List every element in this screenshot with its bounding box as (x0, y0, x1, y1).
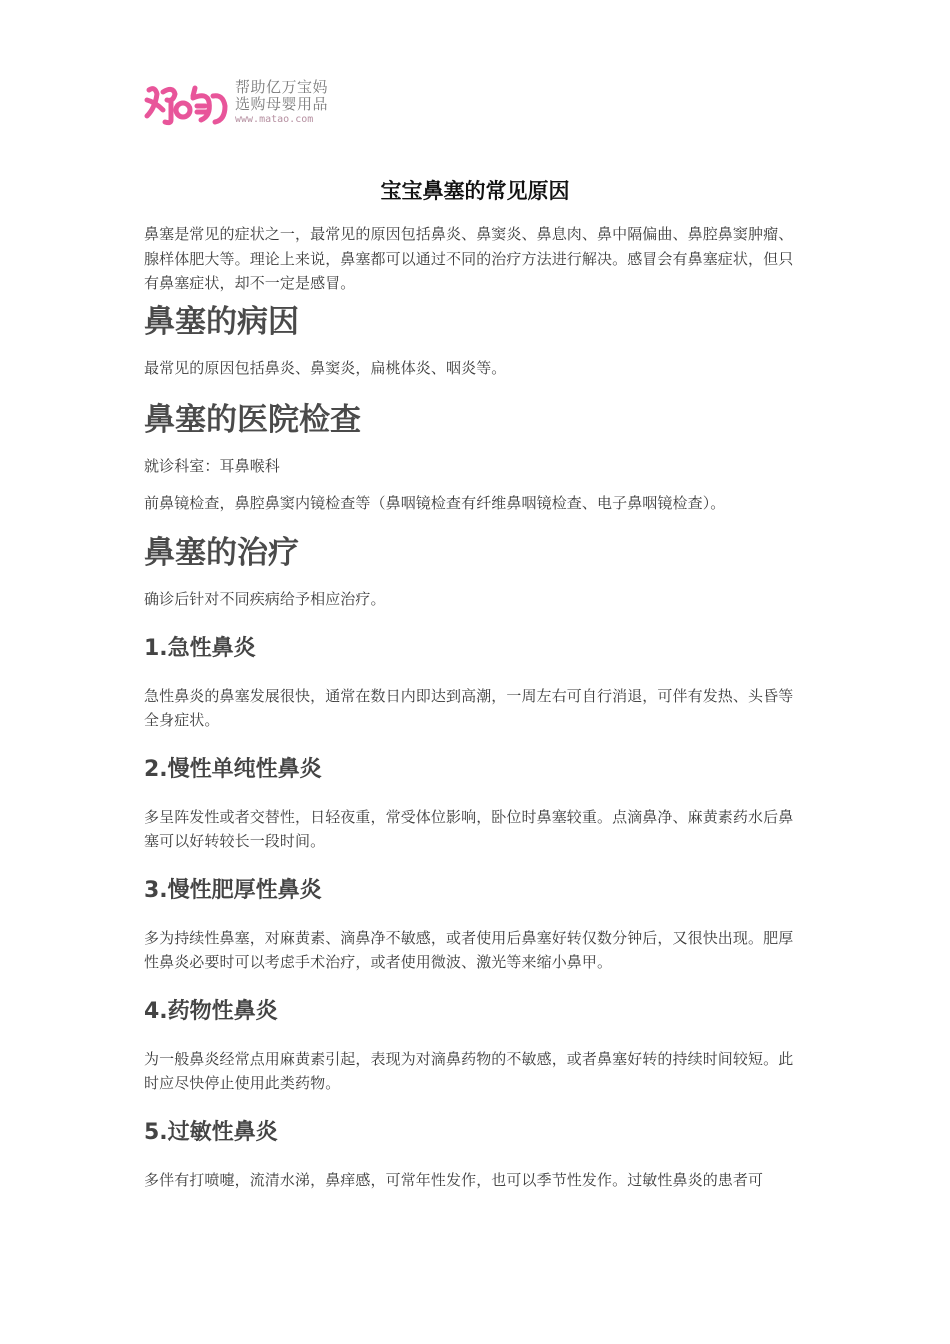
subheading-chronic-hypertrophic-rhinitis: 3.慢性肥厚性鼻炎 (144, 877, 322, 903)
chronic-hypertrophic-rhinitis-paragraph: 多为持续性鼻塞，对麻黄素、滴鼻净不敏感，或者使用后鼻塞好转仅数分钟后，又很快出现。肥厚性鼻炎必要时可以考虑手术治疗，或者使用微波、激光等来缩小鼻甲。 (144, 928, 794, 971)
subheading-allergic-rhinitis: 5.过敏性鼻炎 (144, 1119, 278, 1145)
section-heading-exam: 鼻塞的医院检查 (144, 402, 361, 438)
allergic-rhinitis-paragraph: 多伴有打喷嚏，流清水涕，鼻痒感，可常年性发作，也可以季节性发作。过敏性鼻炎的患者可 (144, 1170, 764, 1189)
exam-department: 就诊科室：耳鼻喉科 (144, 457, 280, 475)
chronic-simple-rhinitis-paragraph: 多呈阵发性或者交替性，日轻夜重，常受体位影响，卧位时鼻塞较重。点滴鼻净、麻黄素药水后鼻塞可以好转较长一段时间。 (144, 807, 794, 850)
matao-logo-icon (143, 76, 229, 128)
section-heading-treatment: 鼻塞的治疗 (144, 535, 299, 571)
subheading-acute-rhinitis: 1.急性鼻炎 (144, 635, 256, 661)
drug-rhinitis-paragraph: 为一般鼻炎经常点用麻黄素引起，表现为对滴鼻药物的不敏感，或者鼻塞好转的持续时间较短。此时应尽快停止使用此类药物。 (144, 1049, 794, 1092)
exam-paragraph: 前鼻镜检查，鼻腔鼻窦内镜检查等（鼻咽镜检查有纤维鼻咽镜检查、电子鼻咽镜检查）。 (144, 493, 726, 512)
logo-slogan-line2: 选购母婴用品 (235, 94, 329, 113)
cause-paragraph: 最常见的原因包括鼻炎、鼻窦炎，扁桃体炎、咽炎等。 (144, 358, 507, 377)
subheading-drug-rhinitis: 4.药物性鼻炎 (144, 998, 278, 1024)
treatment-paragraph: 确诊后针对不同疾病给予相应治疗。 (144, 590, 386, 608)
document-title: 宝宝鼻塞的常见原因 (380, 178, 570, 203)
site-logo[interactable] (143, 76, 328, 128)
intro-paragraph: 鼻塞是常见的症状之一，最常见的原因包括鼻炎、鼻窦炎、鼻息肉、鼻中隔偏曲、鼻腔鼻窦肿瘤、腺样体肥大等。理论上来说，鼻塞都可以通过不同的治疗方法进行解决。感冒会有鼻塞症状，但只有鼻塞症状，却不一定是感冒。 (144, 225, 794, 292)
logo-text (235, 79, 328, 126)
logo-slogan-line1: 帮助亿万宝妈 (235, 77, 329, 96)
subheading-chronic-simple-rhinitis: 2.慢性单纯性鼻炎 (144, 756, 322, 782)
logo-url[interactable]: www.matao.com (235, 114, 314, 125)
section-heading-cause: 鼻塞的病因 (144, 303, 299, 340)
article-body (144, 222, 808, 1192)
acute-rhinitis-paragraph: 急性鼻炎的鼻塞发展很快，通常在数日内即达到高潮，一周左右可自行消退，可伴有发热、头昏等全身症状。 (144, 686, 794, 729)
